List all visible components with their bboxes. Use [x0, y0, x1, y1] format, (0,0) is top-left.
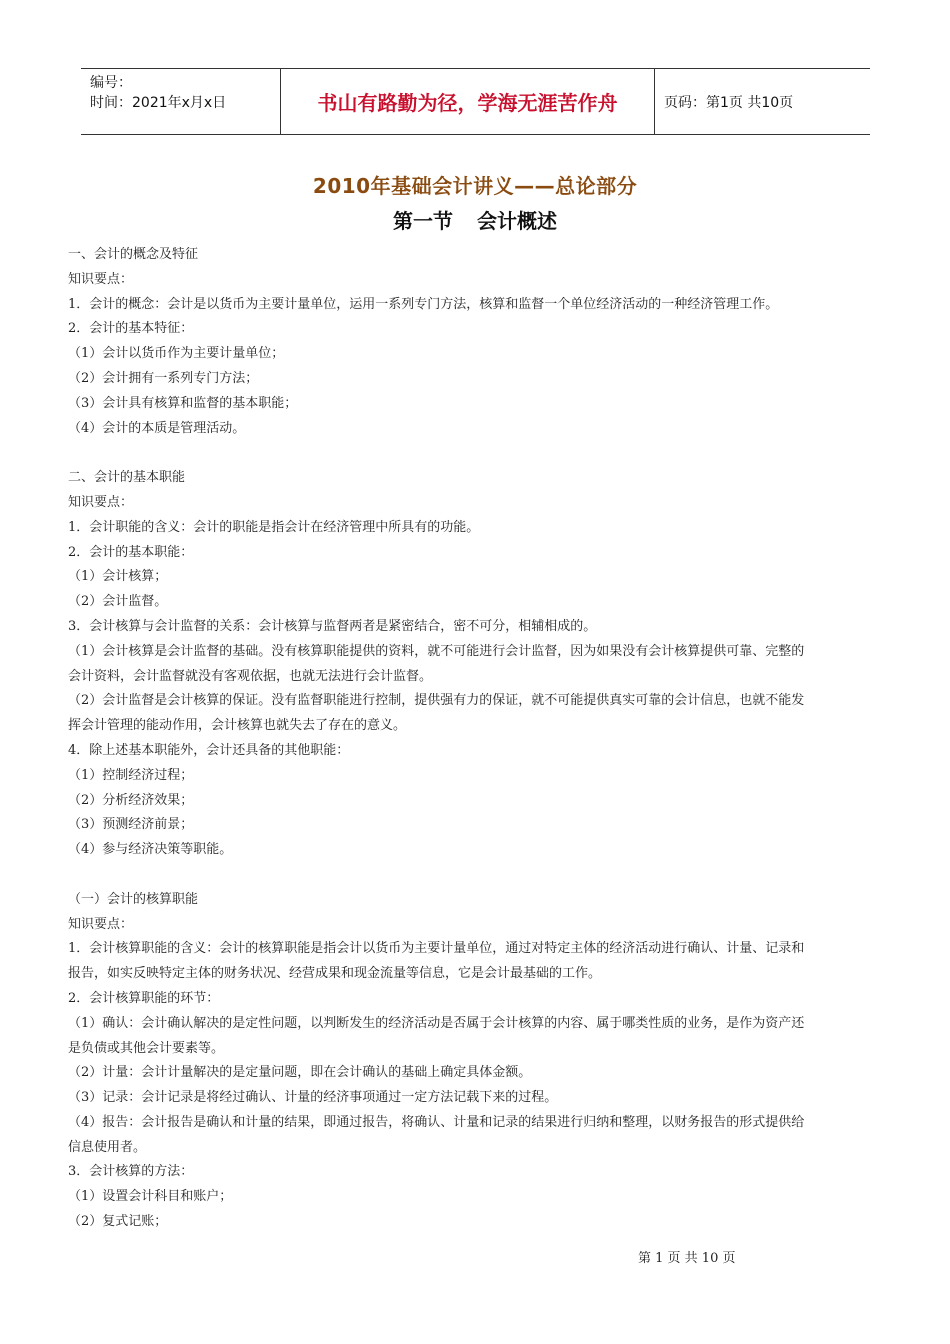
header-left-cell	[81, 69, 281, 134]
text-line: 4．除上述基本职能外，会计还具备的其他职能：	[68, 742, 350, 758]
text-line: 会计资料，会计监督就没有客观依据，也就无法进行会计监督。	[68, 668, 433, 684]
text-line: 3．会计核算的方法：	[68, 1164, 194, 1180]
text-line: （2）会计监督。	[68, 594, 168, 610]
text-line: 1．会计核算职能的含义：会计的核算职能是指会计以货币为主要计量单位，通过对特定主体的经济活动进行确认、计量、记录和	[68, 941, 805, 957]
text-line: 2．会计的基本特征：	[68, 321, 194, 337]
blank-line	[68, 863, 882, 888]
header-table	[81, 68, 870, 135]
text-line: 是负债或其他会计要素等。	[68, 1040, 225, 1056]
text-line: （1）会计以货币作为主要计量单位；	[68, 346, 285, 362]
section-name: 会计概述	[477, 209, 557, 233]
text-line: 挥会计管理的能动作用，会计核算也就失去了存在的意义。	[68, 718, 407, 734]
text-line: （一）会计的核算职能	[68, 891, 199, 907]
document-title: 2010年基础会计讲义——总论部分	[312, 174, 638, 198]
text-line: 知识要点：	[68, 494, 134, 510]
section-title	[0, 205, 950, 234]
text-line: （2）复式记账；	[68, 1214, 168, 1230]
motto: 书山有路勤为径，学海无涯苦作舟	[281, 69, 655, 134]
text-line: （3）记录：会计记录是将经过确认、计量的经济事项通过一定方法记载下来的过程。	[68, 1090, 558, 1106]
text-line: （2）计量：会计计量解决的是定量问题，即在会计确认的基础上确定具体金额。	[68, 1065, 532, 1081]
text-line: （2）会计监督是会计核算的保证。没有监督职能进行控制，提供强有力的保证，就不可能提供真实可靠的会计信息，也就不能发	[68, 693, 805, 709]
text-line: （1）会计核算；	[68, 569, 168, 585]
text-line: 1．会计职能的含义：会计的职能是指会计在经济管理中所具有的功能。	[68, 519, 480, 535]
text-line: 2．会计的基本职能：	[68, 544, 194, 560]
text-line: 2．会计核算职能的环节：	[68, 990, 220, 1006]
page-footer: 第 1 页 共 10 页	[638, 1251, 736, 1266]
text-line: 知识要点：	[68, 271, 134, 287]
page-info: 页码：第1页 共10页	[664, 94, 794, 111]
text-line: 一、会计的概念及特征	[68, 247, 199, 262]
time-label: 时间：2021年x月x日	[90, 95, 227, 111]
text-line: （3）预测经济前景；	[68, 817, 194, 833]
text-line: （4）参与经济决策等职能。	[68, 842, 233, 858]
section-number: 第一节	[393, 209, 453, 233]
text-line: （1）设置会计科目和账户；	[68, 1189, 233, 1205]
text-line: （4）会计的本质是管理活动。	[68, 420, 246, 436]
text-line: （1）会计核算是会计监督的基础。没有核算职能提供的资料，就不可能进行会计监督，因为如果没有会计核算提供可靠、完整的	[68, 643, 805, 659]
text-line: 1．会计的概念：会计是以货币为主要计量单位，运用一系列专门方法，核算和监督一个单位经济活动的一种经济管理工作。	[68, 296, 779, 312]
text-line: 二、会计的基本职能	[68, 470, 186, 486]
text-line: （2）分析经济效果；	[68, 792, 194, 808]
text-line: （2）会计拥有一系列专门方法；	[68, 370, 259, 386]
number-label: 编号：	[90, 75, 132, 91]
text-line: 3．会计核算与会计监督的关系：会计核算与监督两者是紧密结合，密不可分，相辅相成的。	[68, 618, 597, 634]
blank-line	[68, 441, 882, 466]
text-line: （3）会计具有核算和监督的基本职能；	[68, 395, 298, 411]
text-line: 报告，如实反映特定主体的财务状况、经营成果和现金流量等信息，它是会计最基础的工作。	[68, 966, 602, 982]
text-line: 知识要点：	[68, 916, 134, 932]
text-line: 信息使用者。	[68, 1139, 147, 1155]
text-line: （4）报告：会计报告是确认和计量的结果，即通过报告，将确认、计量和记录的结果进行归纳和整理，以财务报告的形式提供给	[68, 1114, 805, 1130]
text-line: （1）确认：会计确认解决的是定性问题，以判断发生的经济活动是否属于会计核算的内容、属于哪类性质的业务，是作为资产还	[68, 1015, 805, 1031]
text-line: （1）控制经济过程；	[68, 767, 194, 783]
body-text	[68, 243, 882, 1235]
